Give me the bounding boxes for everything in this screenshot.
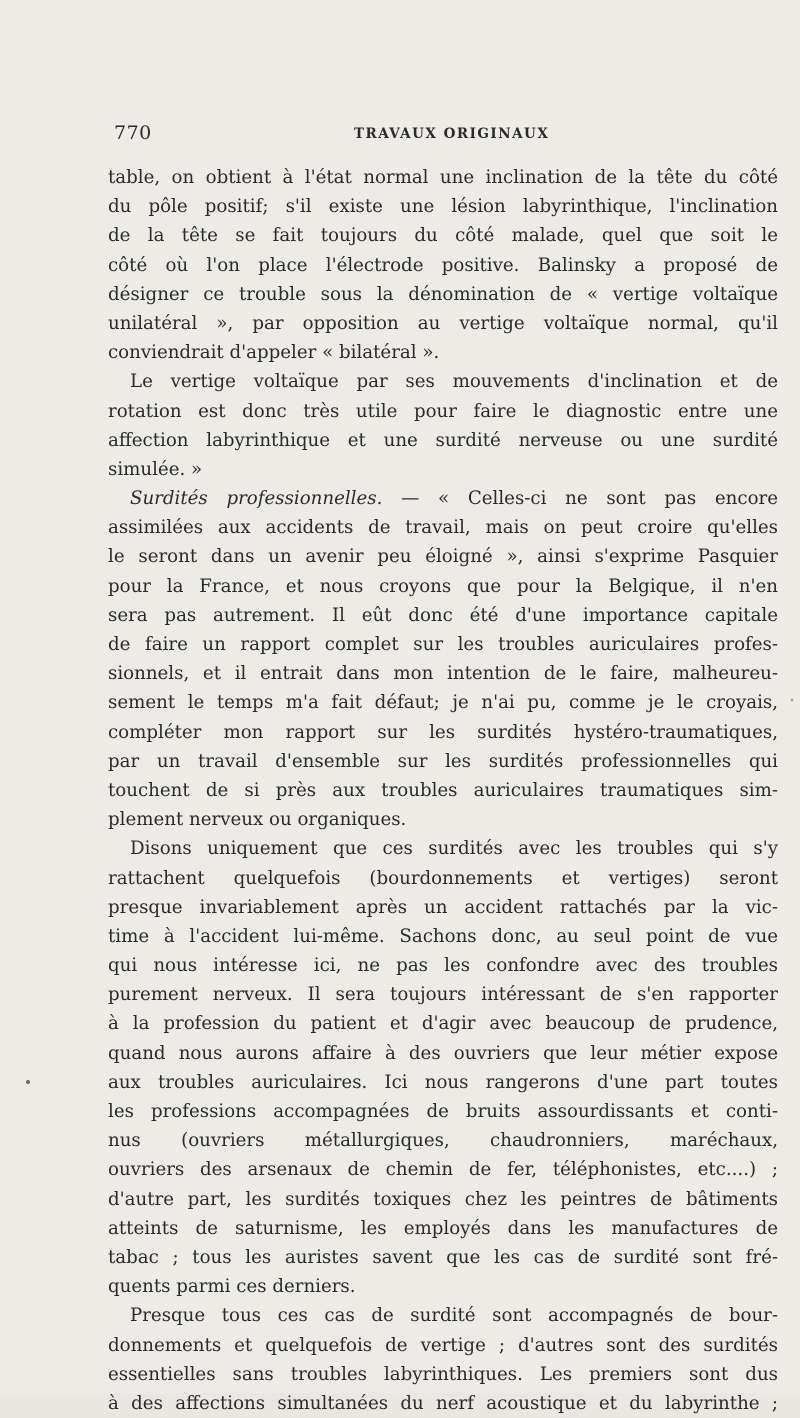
text-line: Disons uniquement que ces surdités avec les troubles qui s'y bbox=[130, 838, 778, 860]
text-line: pour la France, et nous croyons que pour la Belgique, il n'en bbox=[108, 575, 778, 597]
ink-speck bbox=[26, 1080, 30, 1084]
text-line: nus (ouvriers métallurgiques, chaudronniers, maréchaux, bbox=[108, 1130, 778, 1152]
text-line: sera pas autrement. Il eût donc été d'une importance capitale bbox=[108, 604, 778, 626]
page-number: 770 bbox=[114, 122, 152, 144]
text-line: quand nous aurons affaire à des ouvriers que leur métier expose bbox=[108, 1042, 778, 1064]
text-line: de la tête se fait toujours du côté malade, quel que soit le bbox=[108, 225, 778, 247]
text-line: affection labyrinthique et une surdité nerveuse ou une surdité bbox=[108, 429, 778, 451]
text-line: le seront dans un avenir peu éloigné », ainsi s'exprime Pasquier bbox=[108, 546, 778, 568]
text-line: purement nerveux. Il sera toujours intéressant de s'en rapporter bbox=[108, 984, 778, 1006]
text-line: conviendrait d'appeler « bilatéral ». bbox=[108, 342, 440, 364]
text-line: essentielles sans troubles labyrinthiques. Les premiers sont dus bbox=[108, 1363, 778, 1385]
text-line: à la profession du patient et d'agir avec beaucoup de prudence, bbox=[108, 1013, 778, 1035]
text-line: ouvriers des arsenaux de chemin de fer, téléphonistes, etc....) ; bbox=[108, 1159, 778, 1181]
text-line: assimilées aux accidents de travail, mais on peut croire qu'elles bbox=[108, 517, 778, 539]
text-line: à des affections simultanées du nerf acoustique et du labyrinthe ; bbox=[108, 1392, 778, 1414]
section-heading: Surdités professionnelles. bbox=[130, 488, 383, 510]
running-head bbox=[114, 122, 774, 148]
text-line: simulée. » bbox=[108, 458, 203, 480]
text-line: tabac ; tous les auristes savent que les cas de surdité sont fré- bbox=[108, 1246, 778, 1268]
text-line: les professions accompagnées de bruits assourdissants et conti- bbox=[108, 1101, 778, 1122]
text-line: plement nerveux ou organiques. bbox=[108, 809, 407, 831]
body-text bbox=[108, 163, 778, 1418]
text-line: par un travail d'ensemble sur les surdités professionnelles qui bbox=[108, 750, 778, 772]
text-line: désigner ce trouble sous la dénomination de « vertige voltaïque bbox=[108, 283, 778, 305]
text-line: qui nous intéresse ici, ne pas les confondre avec des troubles bbox=[108, 955, 778, 977]
text-line: Le vertige voltaïque par ses mouvements d'inclination et de bbox=[130, 371, 778, 393]
text-line: quents parmi ces derniers. bbox=[108, 1276, 356, 1298]
text-line: touchent de si près aux troubles auriculaires traumatiques sim- bbox=[108, 779, 778, 801]
text-line: de faire un rapport complet sur les troubles auriculaires profes- bbox=[108, 634, 778, 655]
ink-speck bbox=[791, 699, 793, 701]
text-line: time à l'accident lui-même. Sachons donc, au seul point de vue bbox=[108, 925, 778, 947]
text-line: sionnels, et il entrait dans mon intention de le faire, malheureu- bbox=[108, 663, 778, 685]
text-line: d'autre part, les surdités toxiques chez les peintres de bâtiments bbox=[108, 1188, 778, 1210]
text-line: presque invariablement après un accident rattachés par la vic- bbox=[108, 896, 778, 918]
text-line: aux troubles auriculaires. Ici nous rangerons d'une part toutes bbox=[108, 1071, 778, 1093]
text-line: côté où l'on place l'électrode positive. Balinsky a proposé de bbox=[108, 254, 778, 276]
text-line: rattachent quelquefois (bourdonnements et vertiges) seront bbox=[108, 867, 778, 889]
text-line: sement le temps m'a fait défaut; je n'ai pu, comme je le croyais, bbox=[108, 692, 778, 714]
text-line: Presque tous ces cas de surdité sont accompagnés de bour- bbox=[130, 1305, 778, 1327]
text-line: du pôle positif; s'il existe une lésion labyrinthique, l'inclination bbox=[108, 196, 778, 218]
text-line: — « Celles-ci ne sont pas encore bbox=[401, 488, 778, 510]
text-line: donnements et quelquefois de vertige ; d'autres sont des surdités bbox=[108, 1334, 778, 1356]
text-line: table, on obtient à l'état normal une inclination de la tête du côté bbox=[108, 167, 778, 188]
text-line: atteints de saturnisme, les employés dans les manufactures de bbox=[108, 1217, 778, 1239]
text-line: unilatéral », par opposition au vertige voltaïque normal, qu'il bbox=[108, 312, 778, 334]
text-line: rotation est donc très utile pour faire le diagnostic entre une bbox=[108, 400, 778, 422]
section-heading-line bbox=[108, 484, 778, 513]
running-title: TRAVAUX ORIGINAUX bbox=[354, 126, 550, 142]
text-line: compléter mon rapport sur les surdités hystéro-traumatiques, bbox=[108, 721, 778, 743]
